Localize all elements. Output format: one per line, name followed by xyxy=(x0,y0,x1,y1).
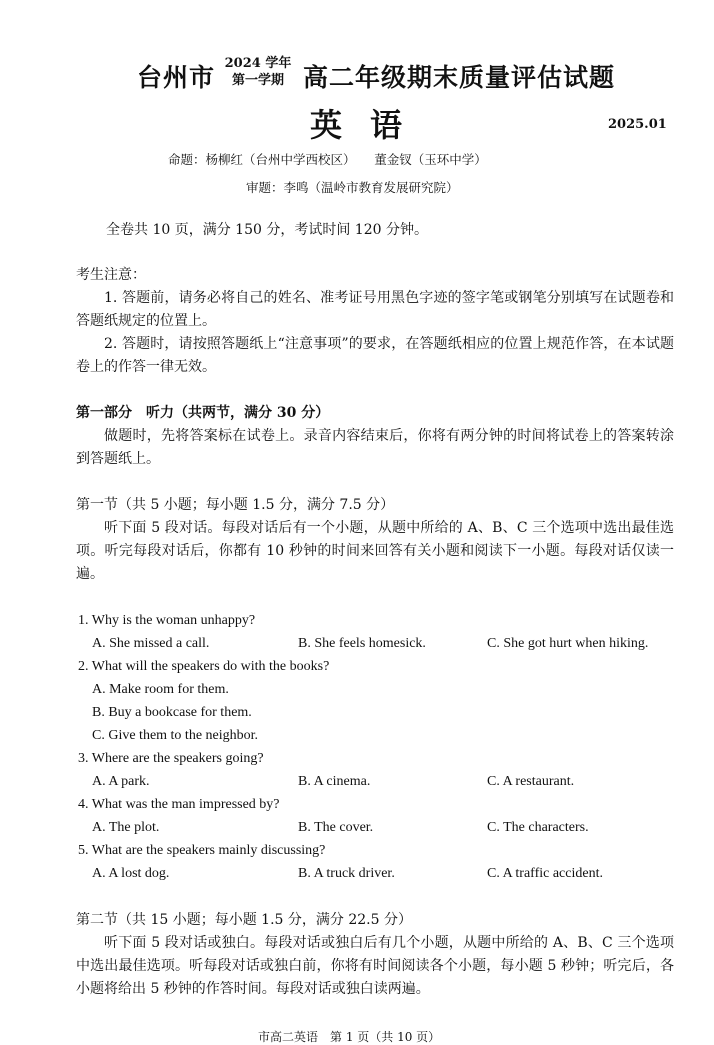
question-4-option-a: A. The plot. xyxy=(92,820,160,835)
question-2-option-b: B. Buy a bookcase for them. xyxy=(92,705,252,720)
question-3-option-c: C. A restaurant. xyxy=(487,774,575,789)
city-name: 台州市 xyxy=(137,63,216,92)
exam-intro: 全卷共 10 页，满分 150 分，考试时间 120 分钟。 xyxy=(106,222,428,238)
authors-line: 命题：杨柳红（台州中学西校区） 董金钗（玉环中学） xyxy=(168,152,487,167)
term-semester: 第一学期 xyxy=(231,73,284,88)
notice-item-1: 1. 答题前，请务必将自己的姓名、准考证号用黑色字迹的签字笔或钢笔分别填写在试题卷和答题纸规定的位置上。 xyxy=(76,290,674,329)
part1-title: 第一部分 听力（共两节，满分 30 分） xyxy=(76,405,330,421)
question-2-option-a: A. Make room for them. xyxy=(92,682,229,697)
page-footer: 市高二英语 第 1 页（共 10 页） xyxy=(258,1030,441,1044)
section1-instruction: 听下面 5 段对话。每段对话后有一个小题，从题中所给的 A、B、C 三个选项中选出最佳选项。听完每段对话后，你都有 10 秒钟的时间来回答有关小题和阅读下一小题。每段对话仅读一遍。 xyxy=(76,520,674,582)
exam-date: 2025.01 xyxy=(608,117,667,132)
notice-item-2: 2. 答题时，请按照答题纸上“注意事项”的要求，在答题纸相应的位置上规范作答，在本试题卷上的作答一律无效。 xyxy=(76,336,674,375)
question-1-stem: 1. Why is the woman unhappy? xyxy=(78,613,256,628)
question-2-option-c: C. Give them to the neighbor. xyxy=(92,728,259,743)
section1-title: 第一节（共 5 小题；每小题 1.5 分，满分 7.5 分） xyxy=(76,497,395,513)
section2-title: 第二节（共 15 小题；每小题 1.5 分，满分 22.5 分） xyxy=(76,912,412,928)
question-3-option-b: B. A cinema. xyxy=(298,774,371,789)
question-3-option-a: A. A park. xyxy=(92,774,150,789)
part1-instruction: 做题时，先将答案标在试卷上。录音内容结束后，你将有两分钟的时间将试卷上的答案转涂到答题纸上。 xyxy=(76,428,674,467)
question-5-option-b: B. A truck driver. xyxy=(298,866,395,881)
question-4-option-c: C. The characters. xyxy=(487,820,589,835)
question-4-stem: 4. What was the man impressed by? xyxy=(78,797,280,812)
section2-instruction: 听下面 5 段对话或独白。每段对话或独白后有几个小题，从题中所给的 A、B、C 三个选项中选出最佳选项。听每段对话或独白前，你将有时间阅读各个小题，每小题 5 秒钟；听完后，各小题将给出 5 秒钟的作答时间。每段对话或独白读两遍。 xyxy=(76,935,674,997)
question-3-stem: 3. Where are the speakers going? xyxy=(78,751,264,766)
reviewer-line: 审题：李鸣（温岭市教育发展研究院） xyxy=(246,180,459,195)
notice-title: 考生注意： xyxy=(76,267,146,283)
question-5-option-a: A. A lost dog. xyxy=(92,866,170,881)
question-5-option-c: C. A traffic accident. xyxy=(487,866,603,881)
question-1-option-c: C. She got hurt when hiking. xyxy=(487,636,649,651)
subject-title: 英语 xyxy=(310,106,431,144)
question-2-stem: 2. What will the speakers do with the books? xyxy=(78,659,330,674)
question-1-option-a: A. She missed a call. xyxy=(92,636,210,651)
question-1-option-b: B. She feels homesick. xyxy=(298,636,426,651)
question-4-option-b: B. The cover. xyxy=(298,820,374,835)
term-year: 2024 学年 xyxy=(224,56,292,71)
question-5-stem: 5. What are the speakers mainly discussing? xyxy=(78,843,326,858)
exam-title: 高二年级期末质量评估试题 xyxy=(303,63,616,92)
term-label xyxy=(222,55,294,89)
